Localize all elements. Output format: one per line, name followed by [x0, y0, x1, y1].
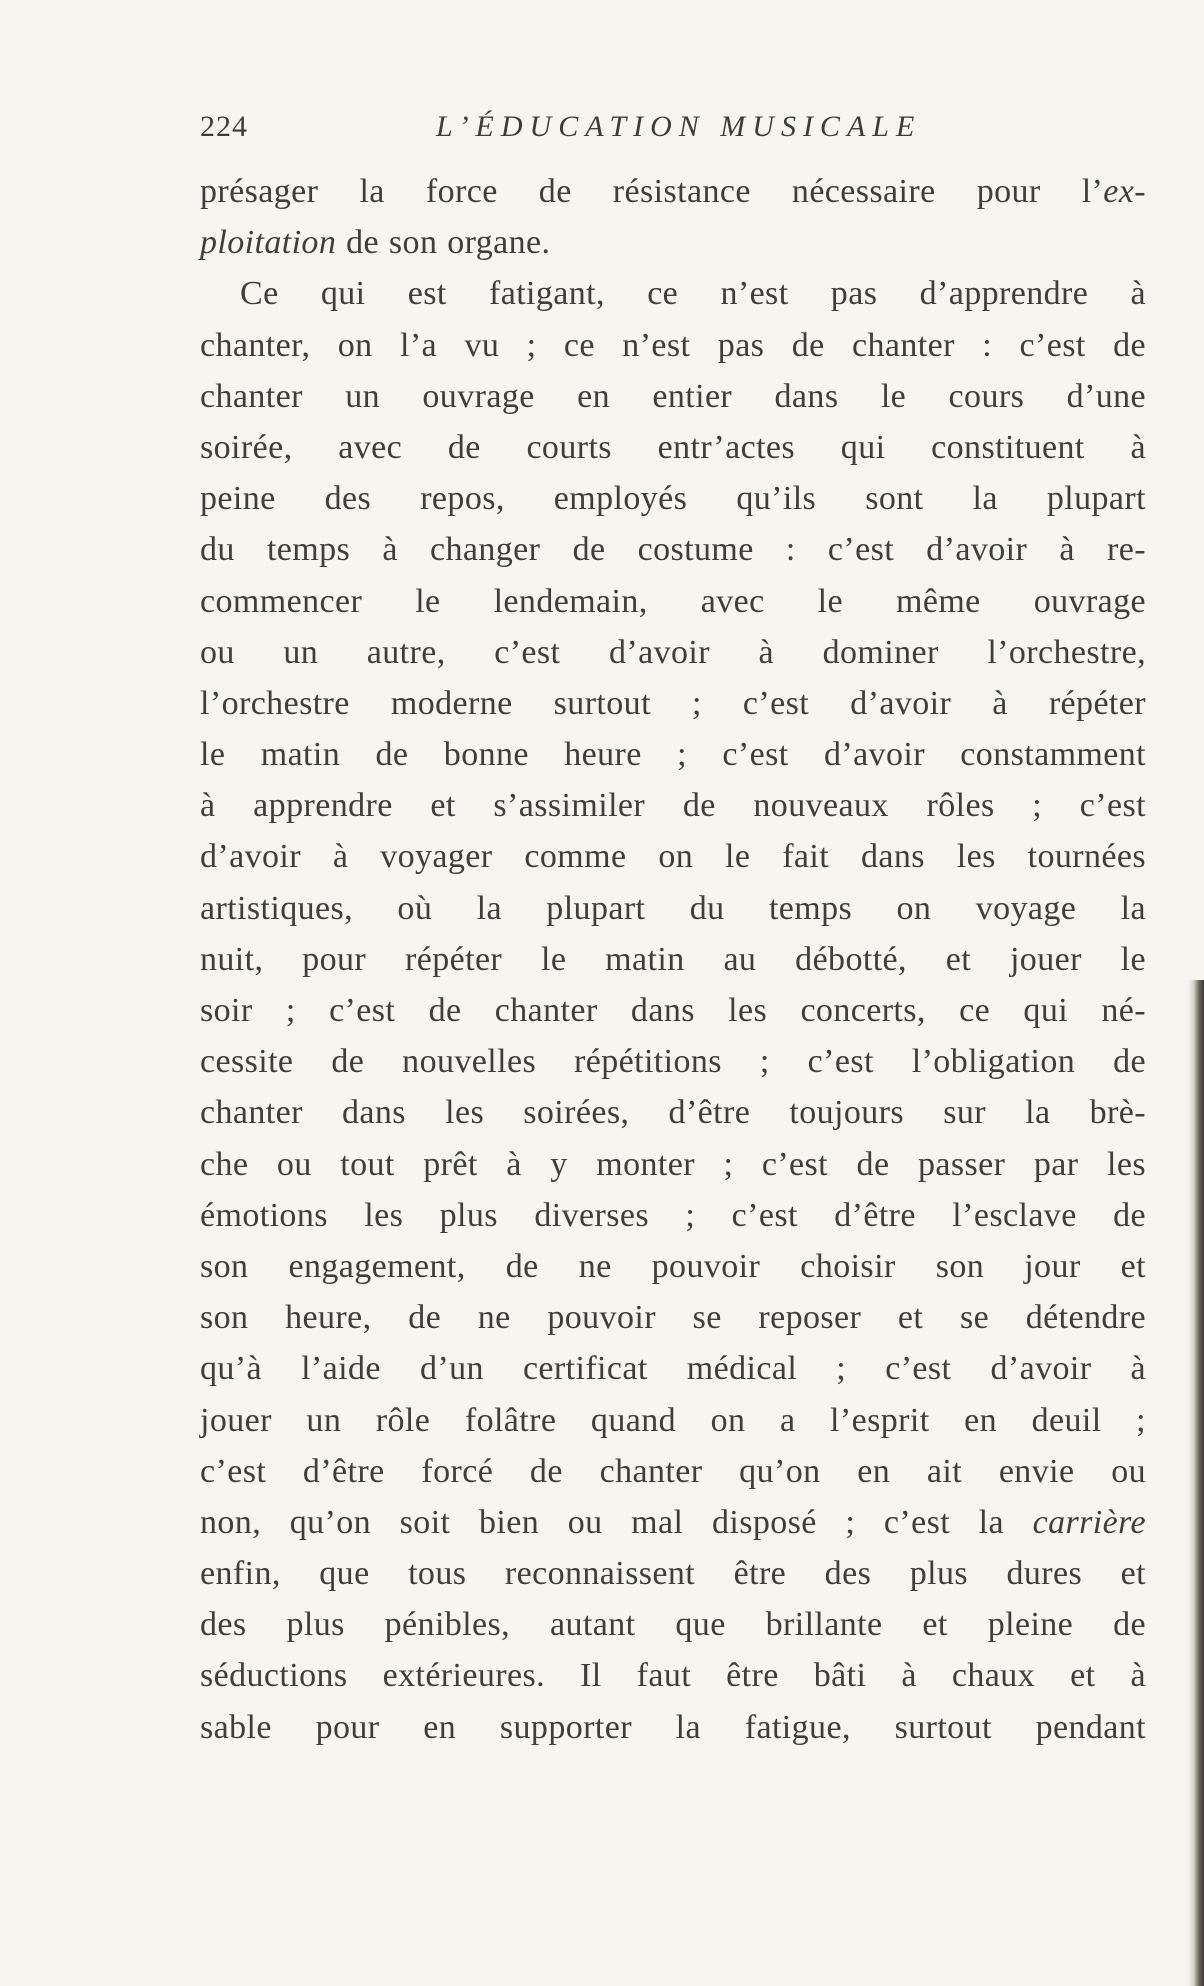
text-line: peine des repos, employés qu’ils sont la plupart: [200, 480, 1146, 518]
text-line: nuit, pour répéter le matin au débotté, et jouer le: [200, 940, 1146, 978]
text-line: du temps à changer de costume : c’est d’avoir à re-: [200, 531, 1146, 569]
text-line: le matin de bonne heure ; c’est d’avoir constamment: [200, 736, 1146, 774]
text-line: présager la force de résistance nécessaire pour l’ex-: [200, 173, 1146, 210]
text-line: des plus pénibles, autant que brillante et pleine de: [200, 1606, 1146, 1644]
running-title: L’ÉDUCATION MUSICALE: [436, 110, 922, 143]
text-line: commencer le lendemain, avec le même ouvrage: [200, 582, 1146, 620]
text-line: cessite de nouvelles répétitions ; c’est l’obligation de: [200, 1043, 1146, 1081]
text-line: l’orchestre moderne surtout ; c’est d’avoir à répéter: [200, 684, 1146, 722]
text-line: non, qu’on soit bien ou mal disposé ; c’est la carrière: [200, 1503, 1146, 1541]
text-line: émotions les plus diverses ; c’est d’être l’esclave de: [200, 1196, 1146, 1234]
text-line: qu’à l’aide d’un certificat médical ; c’est d’avoir à: [200, 1350, 1146, 1388]
text-line: sable pour en supporter la fatigue, surtout pendant: [200, 1708, 1146, 1746]
page-edge-shadow: [1188, 980, 1204, 1986]
text-line: soirée, avec de courts entr’actes qui constituent à: [200, 428, 1146, 466]
text-line: chanter dans les soirées, d’être toujours sur la brè-: [200, 1094, 1146, 1132]
text-line: son heure, de ne pouvoir se reposer et se détendre: [200, 1299, 1146, 1337]
text-line: d’avoir à voyager comme on le fait dans les tournées: [200, 838, 1146, 876]
text-line: à apprendre et s’assimiler de nouveaux rôles ; c’est: [200, 787, 1146, 825]
body-text: [200, 166, 1146, 1753]
text-line: che ou tout prêt à y monter ; c’est de passer par les: [200, 1145, 1146, 1183]
text-line: jouer un rôle folâtre quand on a l’esprit en deuil ;: [200, 1401, 1146, 1439]
text-line: ou un autre, c’est d’avoir à dominer l’orchestre,: [200, 633, 1146, 671]
running-head: [200, 110, 1146, 154]
text-line: artistiques, où la plupart du temps on voyage la: [200, 889, 1146, 927]
text-line: soir ; c’est de chanter dans les concerts, ce qui né-: [200, 992, 1146, 1029]
text-line: chanter un ouvrage en entier dans le cours d’une: [200, 377, 1146, 415]
text-line: chanter, on l’a vu ; ce n’est pas de chanter : c’est de: [200, 326, 1146, 364]
text-line: c’est d’être forcé de chanter qu’on en ait envie ou: [200, 1452, 1146, 1490]
text-line: son engagement, de ne pouvoir choisir son jour et: [200, 1247, 1146, 1285]
text-line: enfin, que tous reconnaissent être des plus dures et: [200, 1555, 1146, 1593]
text-line: séductions extérieures. Il faut être bâti à chaux et à: [200, 1657, 1146, 1695]
text-line: Ce qui est fatigant, ce n’est pas d’apprendre à: [240, 275, 1146, 313]
page-number: 224: [200, 110, 248, 143]
text-line: ploitation de son organe.: [200, 224, 551, 262]
